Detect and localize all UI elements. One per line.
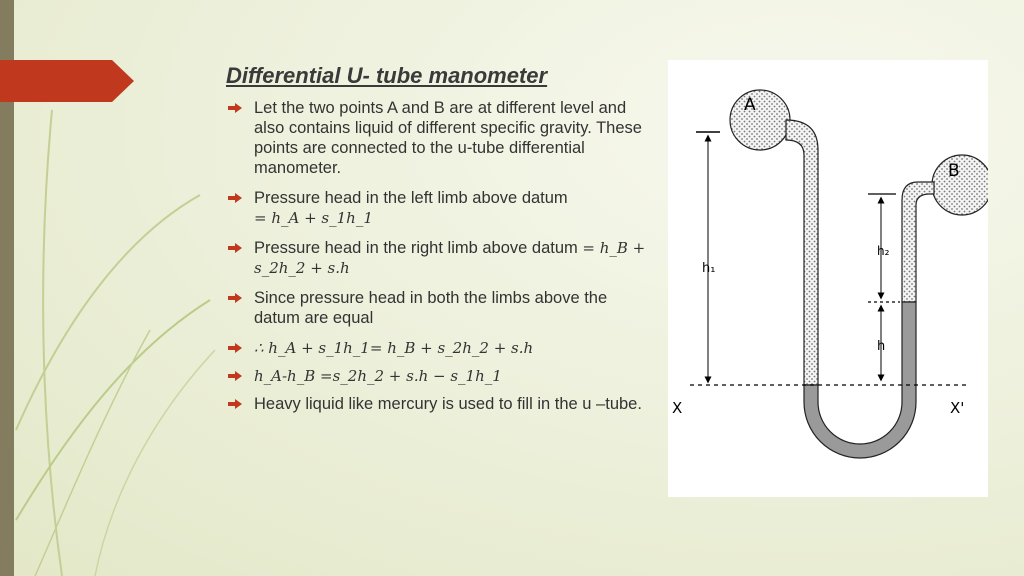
h2-label: h₂ — [877, 244, 890, 258]
h-label: h — [877, 339, 886, 354]
bullet-list — [228, 98, 648, 424]
bullet-text: Since pressure head in both the limbs above the datum are equal — [254, 289, 608, 327]
bullet-equation: h_A-h_B =s_2h_2 + s.h − s_1h_1 — [254, 367, 502, 385]
bullet-text: Heavy liquid like mercury is used to fill in the u –tube. — [254, 395, 642, 413]
point-a-label: A — [744, 95, 756, 115]
left-liquid — [730, 90, 818, 385]
title-accent-tab — [0, 60, 134, 102]
arrow-bullet-icon — [228, 242, 242, 254]
bullet-item — [228, 394, 648, 414]
bullet-item — [228, 366, 648, 386]
datum-x-label: X — [672, 399, 683, 417]
bullet-equation: = h_B + s_2h_2 + s.h — [254, 239, 646, 277]
bullet-equation: ∴ h_A + s_1h_1= h_B + s_2h_2 + s.h — [254, 339, 534, 357]
manometer-diagram — [668, 60, 988, 497]
bullet-item — [228, 338, 648, 358]
manometer-diagram-svg — [668, 60, 988, 497]
arrow-bullet-icon — [228, 370, 242, 382]
arrow-bullet-icon — [228, 398, 242, 410]
bullet-text: Pressure head in the left limb above datum — [254, 189, 568, 207]
point-b-label: B — [948, 161, 960, 181]
slide-title: Differential U- tube manometer — [226, 63, 548, 88]
bullet-item — [228, 238, 648, 278]
bullet-item — [228, 98, 648, 178]
h1-label: h₁ — [702, 261, 716, 276]
arrow-bullet-icon — [228, 192, 242, 204]
mercury-u-bend — [804, 302, 916, 458]
bullet-text: Pressure head in the right limb above datum — [254, 239, 578, 257]
arrow-bullet-icon — [228, 292, 242, 304]
arrow-bullet-icon — [228, 342, 242, 354]
bullet-equation: = h_A + s_1h_1 — [254, 209, 373, 227]
arrow-bullet-icon — [228, 102, 242, 114]
bullet-item — [228, 288, 648, 328]
right-liquid — [902, 155, 988, 302]
bullet-item — [228, 188, 648, 228]
bullet-text: Let the two points A and B are at different level and also contains liquid of different specific gravity. These points are connected to the u-tube differential manometer. — [254, 99, 642, 177]
datum-x-prime-label: X' — [950, 399, 965, 417]
